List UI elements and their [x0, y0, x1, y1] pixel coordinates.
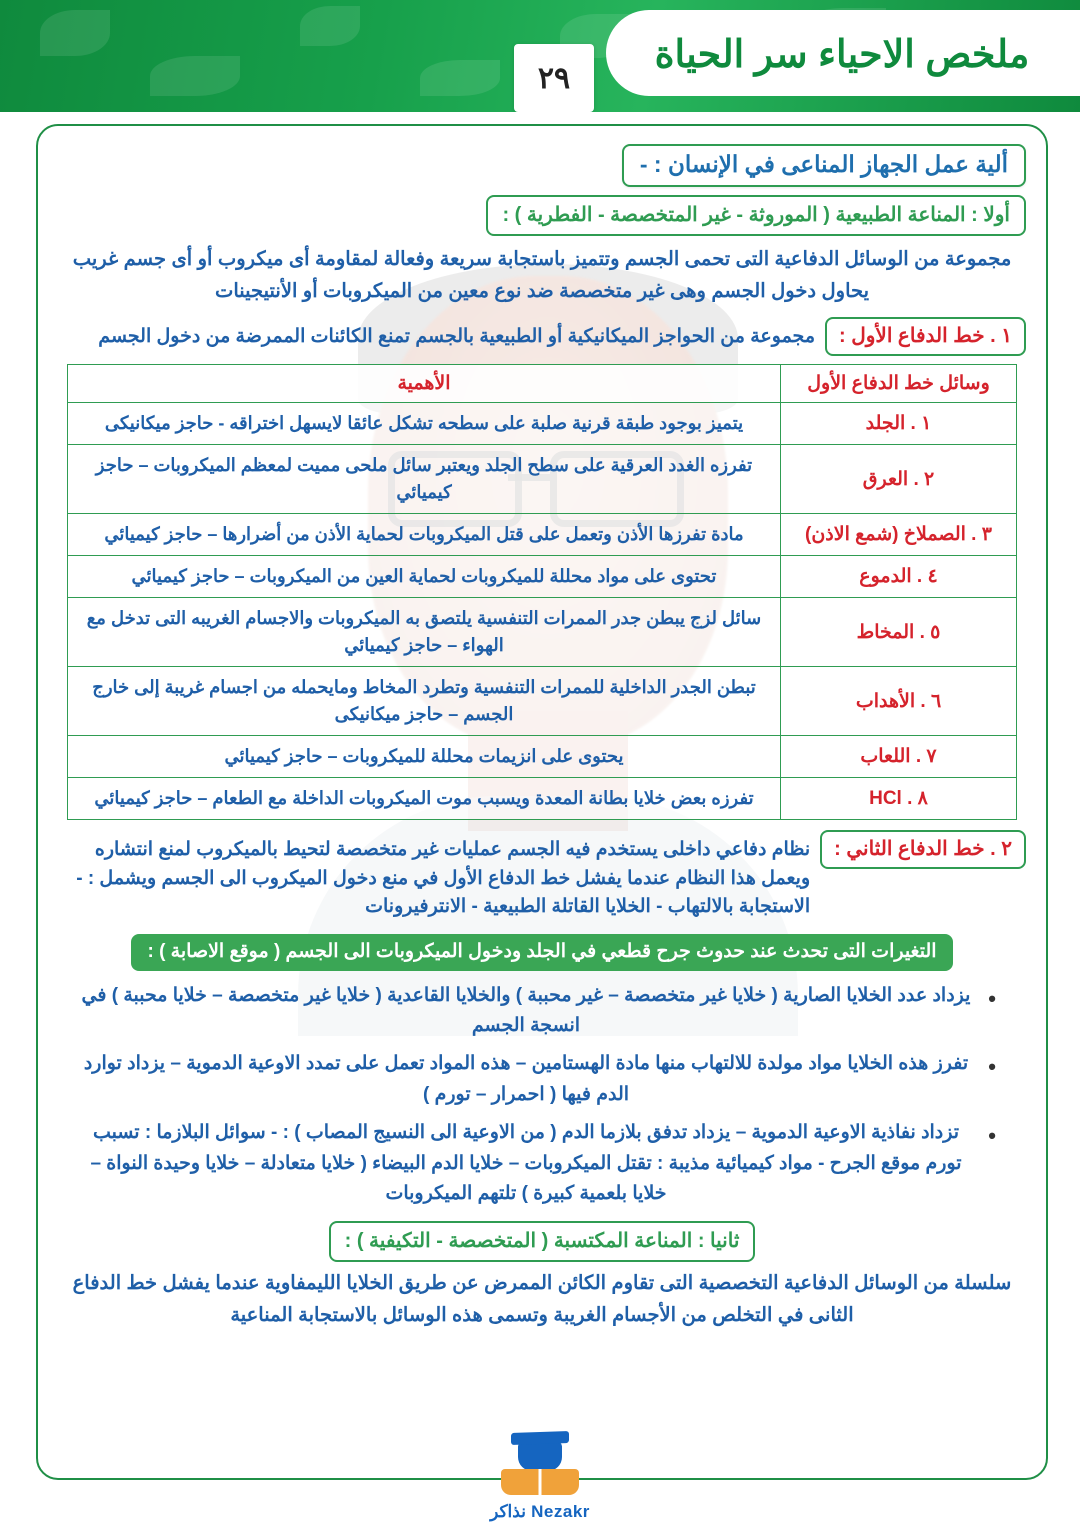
defense-line-one-text: مجموعة من الحواجز الميكانيكية أو الطبيعية بالجسم تمنع الكائنات الممرضة من دخول الجسم [98, 326, 815, 348]
page-title: ملخص الاحياء سر الحياة [654, 34, 1030, 76]
graduation-cap-book-icon [497, 1439, 583, 1495]
defense-line-two-text: نظام دفاعي داخلى يستخدم فيه الجسم عمليات غير متخصصة لتحيط بالميكروب لمنع انتشاره ويعمل هذا النظام عندما يفشل خط الدفاع الأول في منع دخول الميكروب الى الجسم ويشمل : - الاستجابة بالالتهاب - الخلايا القاتلة الطبيعية - الانترفيرونات [76, 839, 811, 918]
table-cell-desc: يحتوى على انزيمات محللة للميكروبات – حاجز كيميائي [68, 736, 781, 778]
list-item: • تفرز هذه الخلايا مواد مولدة للالتهاب منها مادة الهستامين – هذه المواد تعمل على تمدد الاوعية الدموية – يزداد توارد الدم فيها ( احمرار – تورم ) [78, 1049, 996, 1110]
table-row [68, 556, 1017, 598]
table-cell-item: ٨ . HCl [781, 778, 1017, 820]
section-second-paragraph: سلسلة من الوسائل الدفاعية التخصصية التى تقاوم الكائن الممرض عن طريق الخلايا الليمفاوية عندما يفشل خط الدفاع الثانى في التخلص من الأجسام الغريبة وتسمى هذه الوسائل بالاستجابة المناعية [72, 1272, 1012, 1326]
table-cell-item: ٧ . اللعاب [781, 736, 1017, 778]
defense-line-two-label: ٢ . خط الدفاع الثاني : [820, 830, 1026, 869]
table-row [68, 445, 1017, 514]
list-item: • تزداد نفاذية الاوعية الدموية – يزداد تدفق بلازما الدم ( من الاوعية الى النسيج المصاب ) : - سوائل البلازما : تسبب تورم موقع الجرح - مواد كيميائية مذيبة : تقتل الميكروبات – خلايا الدم البيضاء ( خلايا متعادلة – خلايا وحيدة النواة – خلايا بلعمية كبيرة ) تلتهم الميكروبات [78, 1118, 996, 1209]
table-header-row [68, 365, 1017, 403]
changes-heading-row [58, 934, 1026, 971]
section-first-paragraph: مجموعة من الوسائل الدفاعية التى تحمى الجسم وتتميز باستجابة سريعة وفعالة لمقاومة أى ميكروب أو أى جسم غريب يحاول دخول الجسم وهى غير متخصصة ضد نوع معين من الميكروبات أو الأنتيجينات [72, 248, 1012, 302]
table-cell-item: ١ . الجلد [781, 403, 1017, 445]
footer-brand-label: Nezakr نذاكر [490, 1502, 590, 1521]
header-title-plate [610, 14, 1080, 92]
defense-line-two [58, 830, 1026, 922]
table-cell-desc: تحتوى على مواد محللة للميكروبات لحماية العين من الميكروبات – حاجز كيميائي [68, 556, 781, 598]
footer [0, 1439, 1080, 1522]
section-first-heading-row [58, 195, 1026, 236]
changes-pill: التغيرات التى تحدث عند حدوث جرح قطعي في الجلد ودخول الميكروبات الى الجسم ( موقع الاصابة ) : [131, 934, 952, 971]
table-cell-desc: مادة تفرزها الأذن وتعمل على قتل الميكروبات لحماية الأذن من أضرارها – حاجز كيميائي [68, 514, 781, 556]
table-header-importance: الأهمية [68, 365, 781, 403]
section-second-pill: ثانيا : المناعة المكتسبة ( المتخصصة - التكيفية ) : [329, 1221, 756, 1262]
table-cell-item: ٦ . الأهداب [781, 667, 1017, 736]
header-banner [0, 0, 1080, 112]
table-cell-desc: تفرزه بعض خلايا بطانة المعدة ويسبب موت الميكروبات الداخلة مع الطعام – حاجز كيميائي [68, 778, 781, 820]
table-row [68, 514, 1017, 556]
table-cell-item: ٤ . الدموع [781, 556, 1017, 598]
table-cell-desc: يتميز بوجود طبقة قرنية صلبة على سطحه تشكل عائقا لايسهل اختراقه - حاجز ميكانيكى [68, 403, 781, 445]
content-sheet [36, 124, 1048, 1480]
changes-bullets [78, 981, 996, 1210]
section-second-heading-row [58, 1221, 1026, 1262]
table-header-item: وسائل خط الدفاع الأول [781, 365, 1017, 403]
defense-table [67, 364, 1017, 820]
table-cell-desc: تبطن الجدر الداخلية للممرات التنفسية وتطرد المخاط ومايحمله من اجسام غريبة إلى خارج الجسم – حاجز ميكانيكى [68, 667, 781, 736]
defense-line-one [58, 317, 1026, 356]
table-cell-desc: تفرزه الغدد العرقية على سطح الجلد ويعتبر سائل ملحى مميت لمعظم الميكروبات – حاجز كيميائي [68, 445, 781, 514]
table-cell-item: ٥ . المخاط [781, 598, 1017, 667]
table-row [68, 736, 1017, 778]
table-row [68, 598, 1017, 667]
main-heading: ألية عمل الجهاز المناعى في الإنسان : - [622, 144, 1026, 187]
page-number: ٢٩ [514, 44, 594, 112]
table-row [68, 403, 1017, 445]
content-body [38, 126, 1046, 1332]
table-row [68, 667, 1017, 736]
table-row [68, 778, 1017, 820]
table-cell-item: ٢ . العرق [781, 445, 1017, 514]
list-item: • يزداد عدد الخلايا الصارية ( خلايا غير متخصصة – غير محببة ) والخلايا القاعدية ( خلايا غير متخصصة – خلايا محببة ) في انسجة الجسم [78, 981, 996, 1042]
main-heading-row [58, 144, 1026, 187]
defense-line-one-label: ١ . خط الدفاع الأول : [825, 317, 1026, 356]
table-cell-desc: سائل لزج يبطن جدر الممرات التنفسية يلتصق به الميكروبات والاجسام الغريبه التى تدخل مع الهواء – حاجز كيميائي [68, 598, 781, 667]
table-cell-item: ٣ . الصملاخ (شمع الاذن) [781, 514, 1017, 556]
section-first-pill: أولا : المناعة الطبيعية ( الموروثة - غير المتخصصة - الفطرية ) : [486, 195, 1026, 236]
